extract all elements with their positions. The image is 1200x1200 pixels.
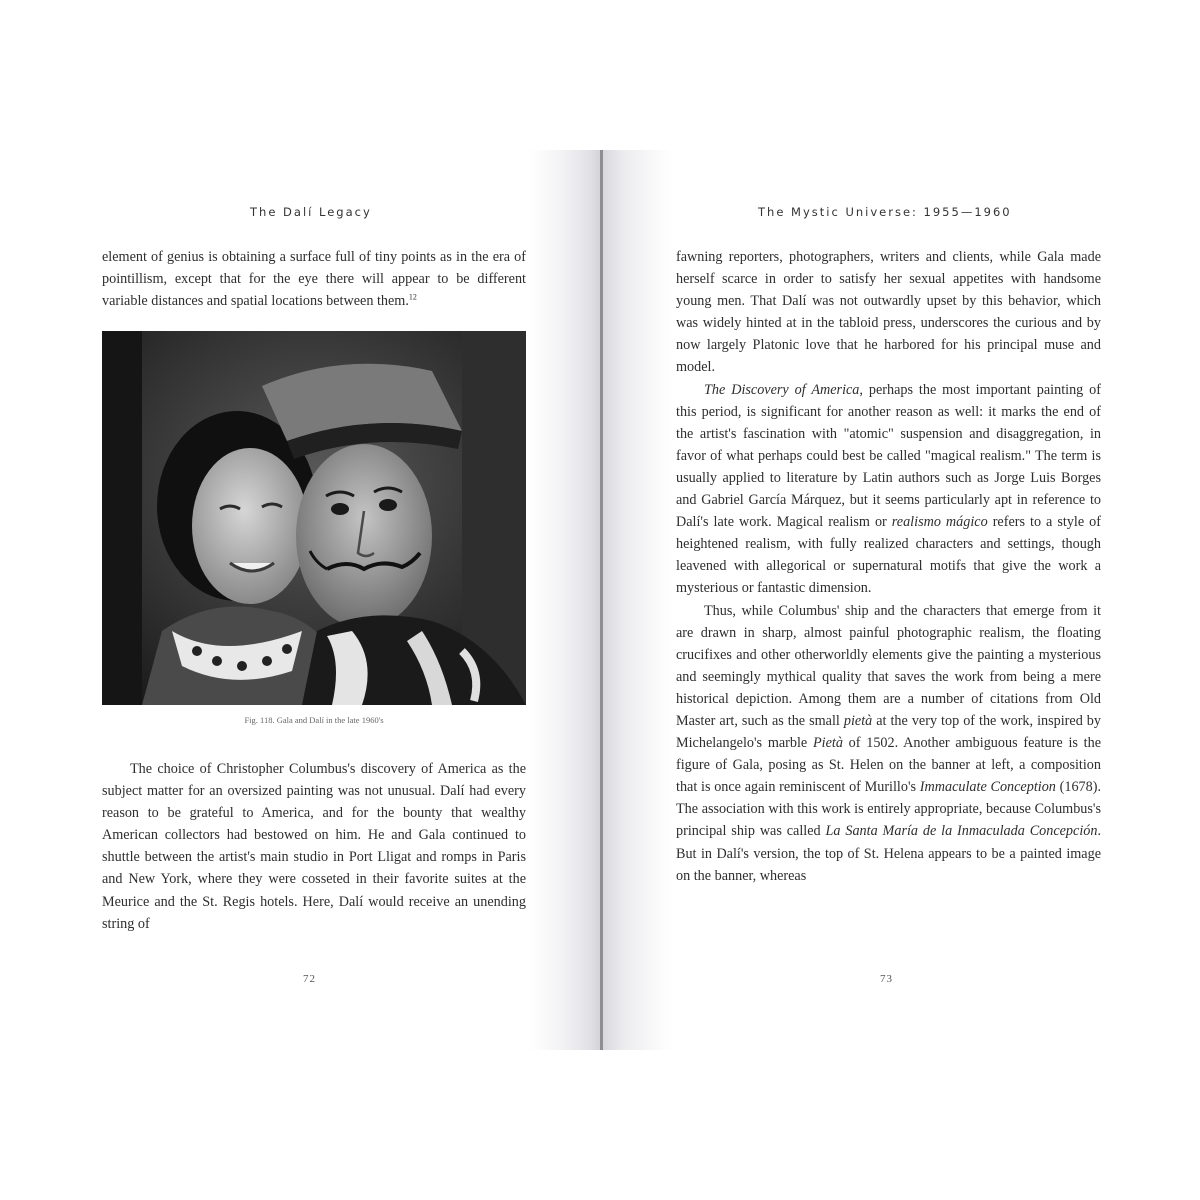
right-body-text	[676, 246, 1101, 887]
left-page-number: 72	[303, 973, 316, 985]
photo-caption: Fig. 118. Gala and Dalí in the late 1960's	[244, 715, 384, 725]
photo-gala-and-dali	[102, 331, 526, 705]
italic-title-discovery: The Discovery of America,	[704, 381, 863, 398]
right-gutter-shadow	[603, 150, 673, 1050]
right-paragraph-2	[676, 379, 1101, 600]
footnote-reference[interactable]: 12	[408, 292, 417, 302]
italic-immaculate-conception: Immaculate Conception	[919, 779, 1056, 796]
paragraph-2-text-a: perhaps the most important painting of this period, is significant for another reason as well: it marks the end of the artist's fascination with "atomic" suspension and disaggregation, in favor of what perhaps could best be called "magical realism." The term is usually applied to literature by Latin authors such as Jorge Luis Borges and Gabriel García Márquez, but it seems particularly apt in reference to Dalí's late work. Magical realism or	[676, 381, 1101, 531]
paragraph-3-text-a: Thus, while Columbus' ship and the characters that emerge from it are drawn in sharp, almost painful photographic realism, the floating crucifixes and other otherworldly elements give the painting a mysterious and seemingly mythical quality that saves the work from being a mere historical depiction. Among them are a number of citations from Old Master art, such as the small	[676, 602, 1101, 729]
paragraph-3-text-e: . But in Dalí's version, the top of St. Helena appears to be a painted image on the banner, whereas	[676, 823, 1102, 884]
italic-pieta-title: Pietà	[812, 735, 843, 752]
paragraph-3-text-d: (1678). The association with this work is entirely appropriate, because Columbus's principal ship was called	[676, 779, 1102, 840]
left-body-text	[102, 758, 526, 935]
book-spread	[0, 150, 1200, 1050]
left-top-text	[102, 246, 526, 312]
left-body-paragraph: The choice of Christopher Columbus's discovery of America as the subject matter for an oversized painting was not unusual. Dalí had every reason to be grateful to America, and for the bounty that wealthy American collectors had bestowed on him. He and Gala continued to shuttle between the artist's main studio in Port Lligat and romps in Paris and New York, where they were cosseted in their favorite suites at the Meurice and the St. Regis hotels. Here, Dalí would receive an unending string of	[102, 761, 526, 932]
right-page-number: 73	[880, 973, 893, 985]
right-paragraph-3	[676, 600, 1101, 887]
right-running-head: The Mystic Universe: 1955—1960	[758, 205, 1012, 219]
italic-pieta-small: pietà	[843, 712, 873, 729]
right-paragraph-1: fawning reporters, photographers, writers and clients, while Gala made herself scarce in order to satisfy her sexual appetites with handsome young men. That Dalí was not outwardly upset by this behavior, which was widely hinted at in the tabloid press, underscores the curious and by now largely Platonic love that he harbored for his principal muse and model.	[676, 249, 1101, 376]
left-top-paragraph: element of genius is obtaining a surface full of tiny points as in the era of pointillism, except that for the eye there will appear to be different variable distances and spatial locations between them.	[102, 249, 526, 310]
italic-realismo-magico: realismo mágico	[891, 514, 988, 531]
italic-ship-name: La Santa María de la Inmaculada Concepción	[825, 823, 1098, 840]
paragraph-3-text-c: of 1502. Another ambiguous feature is the figure of Gala, posing as St. Helen on the banner at left, a composition that is once again reminiscent of Murillo's	[676, 735, 1101, 796]
paragraph-2-text-b: refers to a style of heightened realism, with fully realized characters and settings, though leavened with allegorical or supernatural motifs that give the work a mysterious or fantastic dimension.	[676, 514, 1101, 597]
portrait-photo-illustration	[102, 331, 526, 705]
paragraph-3-text-b: at the very top of the work, inspired by Michelangelo's marble	[676, 712, 1101, 752]
left-running-head: The Dalí Legacy	[250, 205, 372, 219]
left-gutter-shadow	[530, 150, 600, 1050]
